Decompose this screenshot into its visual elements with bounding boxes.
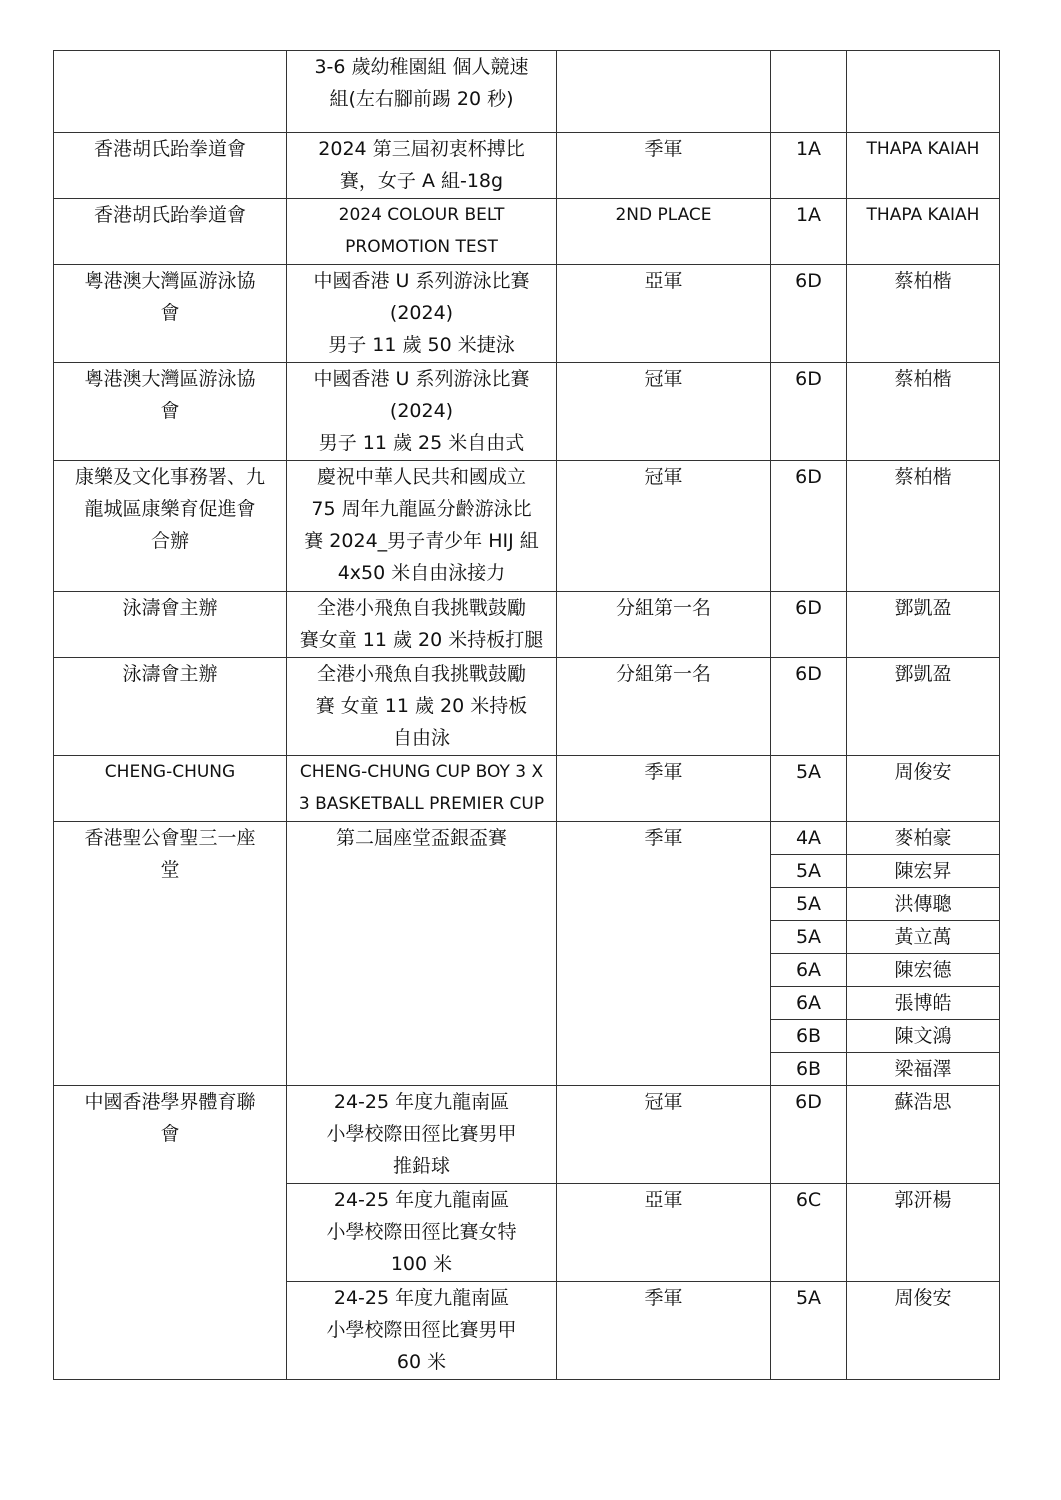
award-cell-line: 2ND PLACE [615, 205, 712, 225]
class-cell: 5A [771, 888, 847, 921]
awards-table [53, 50, 1000, 1380]
student-name-cell: 鄧凱盈 [847, 658, 1000, 756]
award-cell [557, 363, 771, 461]
event-cell [287, 1184, 557, 1282]
award-cell [557, 51, 771, 133]
event-cell [287, 756, 557, 822]
organizer-cell-line [60, 51, 280, 83]
class-cell: 6D [771, 592, 847, 658]
class-cell: 4A [771, 822, 847, 855]
event-cell [287, 592, 557, 658]
organizer-cell-line: 香港聖公會聖三一座 [84, 827, 256, 849]
event-cell-line: 小學校際田徑比賽男甲 [326, 1319, 517, 1341]
event-cell-line: 組(左右腳前踢 20 秒) [329, 88, 514, 110]
class-cell: 6B [771, 1020, 847, 1053]
class-cell: 1A [771, 199, 847, 265]
award-cell [557, 1184, 771, 1282]
award-cell-line [563, 51, 764, 83]
table-row [54, 461, 1000, 592]
event-cell [287, 1282, 557, 1380]
organizer-cell [54, 592, 287, 658]
event-cell-line: 小學校際田徑比賽男甲 [326, 1123, 517, 1145]
class-cell: 5A [771, 1282, 847, 1380]
organizer-cell-line: 堂 [160, 859, 180, 881]
organizer-cell [54, 363, 287, 461]
event-cell-line: 4x50 米自由泳接力 [337, 562, 506, 584]
event-cell [287, 658, 557, 756]
organizer-cell-line: 康樂及文化事務署、九 [74, 466, 265, 488]
award-cell [557, 592, 771, 658]
award-cell-line: 季軍 [644, 761, 683, 783]
table-row [54, 592, 1000, 658]
student-name-cell: 陳宏昇 [847, 855, 1000, 888]
class-cell: 5A [771, 855, 847, 888]
table-row [54, 363, 1000, 461]
organizer-cell-line: 合辦 [150, 530, 189, 552]
event-cell-line: 24-25 年度九龍南區 [333, 1189, 510, 1211]
table-row [54, 199, 1000, 265]
event-cell-line: 全港小飛魚自我挑戰鼓勵 [316, 663, 526, 685]
award-cell-line: 分組第一名 [615, 597, 711, 619]
class-cell: 6A [771, 987, 847, 1020]
award-cell-line: 冠軍 [644, 368, 683, 390]
student-name-cell: 周俊安 [847, 1282, 1000, 1380]
award-cell-line: 季軍 [644, 1287, 683, 1309]
student-name-cell: 蔡柏楷 [847, 265, 1000, 363]
event-cell-line: 自由泳 [392, 727, 450, 749]
event-cell [287, 133, 557, 199]
event-cell [287, 822, 557, 1086]
event-cell-line: 24-25 年度九龍南區 [333, 1091, 510, 1113]
student-name-cell: 麥柏豪 [847, 822, 1000, 855]
organizer-cell-line: 會 [160, 1123, 180, 1145]
organizer-cell [54, 756, 287, 822]
award-cell-line: 季軍 [644, 138, 683, 160]
event-cell [287, 265, 557, 363]
organizer-cell-line: 泳濤會主辦 [122, 663, 218, 685]
award-cell [557, 1282, 771, 1380]
event-cell-line: 3 BASKETBALL PREMIER CUP [298, 794, 545, 814]
class-cell [771, 51, 847, 133]
student-name-cell: 蔡柏楷 [847, 363, 1000, 461]
student-name-cell: 洪傳聰 [847, 888, 1000, 921]
student-name-cell [847, 51, 1000, 133]
organizer-cell [54, 658, 287, 756]
table-row [54, 265, 1000, 363]
event-cell-line: 第二屆座堂盃銀盃賽 [335, 827, 507, 849]
class-cell: 6A [771, 954, 847, 987]
organizer-cell-line: CHENG-CHUNG [104, 762, 236, 782]
student-name-cell: THAPA KAIAH [847, 199, 1000, 265]
event-cell [287, 1086, 557, 1184]
organizer-cell [54, 461, 287, 592]
award-cell-line: 季軍 [644, 827, 683, 849]
student-name-cell: 黃立萬 [847, 921, 1000, 954]
event-cell-line: 中國香港 U 系列游泳比賽 [313, 368, 530, 390]
event-cell-line: 全港小飛魚自我挑戰鼓勵 [316, 597, 526, 619]
award-cell-line: 亞軍 [644, 1189, 683, 1211]
award-cell [557, 822, 771, 1086]
award-cell-line: 分組第一名 [615, 663, 711, 685]
event-cell-line: 60 米 [396, 1351, 447, 1373]
event-cell [287, 363, 557, 461]
organizer-cell-line: 香港胡氏跆拳道會 [93, 138, 246, 160]
event-cell-line: 慶祝中華人民共和國成立 [316, 466, 526, 488]
class-cell: 5A [771, 756, 847, 822]
organizer-cell-line: 粵港澳大灣區游泳協 [84, 270, 256, 292]
student-name-cell: 蔡柏楷 [847, 461, 1000, 592]
award-cell [557, 756, 771, 822]
table-row [54, 51, 1000, 133]
student-name-cell: 鄧凱盈 [847, 592, 1000, 658]
student-name-cell: 張博皓 [847, 987, 1000, 1020]
organizer-cell-line: 會 [160, 302, 180, 324]
organizer-cell [54, 199, 287, 265]
class-cell: 6D [771, 363, 847, 461]
event-cell-line: 2024 COLOUR BELT [338, 205, 505, 225]
event-cell-line: 男子 11 歲 25 米自由式 [318, 432, 525, 454]
table-row [54, 756, 1000, 822]
organizer-cell [54, 265, 287, 363]
student-name-cell: 蘇浩思 [847, 1086, 1000, 1184]
class-cell: 6D [771, 265, 847, 363]
class-cell: 1A [771, 133, 847, 199]
student-name-cell: 周俊安 [847, 756, 1000, 822]
event-cell [287, 461, 557, 592]
event-cell [287, 51, 557, 133]
organizer-cell-line: 龍城區康樂育促進會 [84, 498, 256, 520]
event-cell [287, 199, 557, 265]
event-cell-line: 賽 2024_男子青少年 HIJ 組 [304, 530, 539, 552]
student-name-cell: 陳宏德 [847, 954, 1000, 987]
table-row [54, 658, 1000, 756]
award-cell-line: 亞軍 [644, 270, 683, 292]
award-cell-line: 冠軍 [644, 1091, 683, 1113]
event-cell-line: (2024) [389, 302, 454, 324]
event-cell-line: CHENG-CHUNG CUP BOY 3 X [299, 762, 544, 782]
event-cell-line: 小學校際田徑比賽女特 [326, 1221, 517, 1243]
organizer-cell [54, 51, 287, 133]
event-cell-line: 75 周年九龍區分齡游泳比 [311, 498, 532, 520]
class-cell: 5A [771, 921, 847, 954]
table-row [54, 133, 1000, 199]
team-member-row [54, 822, 1000, 855]
student-name-cell: 梁福澤 [847, 1053, 1000, 1086]
student-name-cell: 陳文鴻 [847, 1020, 1000, 1053]
event-cell-line: (2024) [389, 400, 454, 422]
award-cell [557, 133, 771, 199]
award-cell [557, 461, 771, 592]
event-cell-line: 24-25 年度九龍南區 [333, 1287, 510, 1309]
event-cell-line: 3-6 歲幼稚園組 個人競速 [314, 56, 529, 78]
award-cell [557, 265, 771, 363]
class-cell: 6D [771, 1086, 847, 1184]
organizer-cell-line: 泳濤會主辦 [122, 597, 218, 619]
organizer-cell-line: 中國香港學界體育聯 [84, 1091, 256, 1113]
event-cell-line: 賽 女童 11 歲 20 米持板 [315, 695, 528, 717]
award-cell [557, 1086, 771, 1184]
award-cell [557, 199, 771, 265]
organizer-cell-line: 粵港澳大灣區游泳協 [84, 368, 256, 390]
student-name-cell: 郭汧楊 [847, 1184, 1000, 1282]
organizer-cell [54, 1086, 287, 1380]
organizer-cell-line: 會 [160, 400, 180, 422]
award-cell [557, 658, 771, 756]
organizer-cell-line: 香港胡氏跆拳道會 [93, 204, 246, 226]
class-cell: 6C [771, 1184, 847, 1282]
event-cell-line: 賽，女子 A 組-18g [339, 170, 504, 192]
class-cell: 6D [771, 461, 847, 592]
organizer-cell [54, 822, 287, 1086]
event-cell-line: PROMOTION TEST [345, 237, 498, 257]
award-cell-line: 冠軍 [644, 466, 683, 488]
student-name-cell: THAPA KAIAH [847, 133, 1000, 199]
class-cell: 6B [771, 1053, 847, 1086]
event-cell-line: 男子 11 歲 50 米捷泳 [328, 334, 515, 356]
event-cell-line: 中國香港 U 系列游泳比賽 [313, 270, 530, 292]
class-cell: 6D [771, 658, 847, 756]
table-row [54, 1086, 1000, 1184]
event-cell-line: 推鉛球 [392, 1155, 450, 1177]
organizer-cell [54, 133, 287, 199]
awards-table-body [54, 51, 1000, 1380]
event-cell-line: 100 米 [390, 1253, 453, 1275]
event-cell-line: 賽女童 11 歲 20 米持板打腿 [299, 629, 544, 651]
event-cell-line: 2024 第三屆初衷杯搏比 [318, 138, 525, 160]
